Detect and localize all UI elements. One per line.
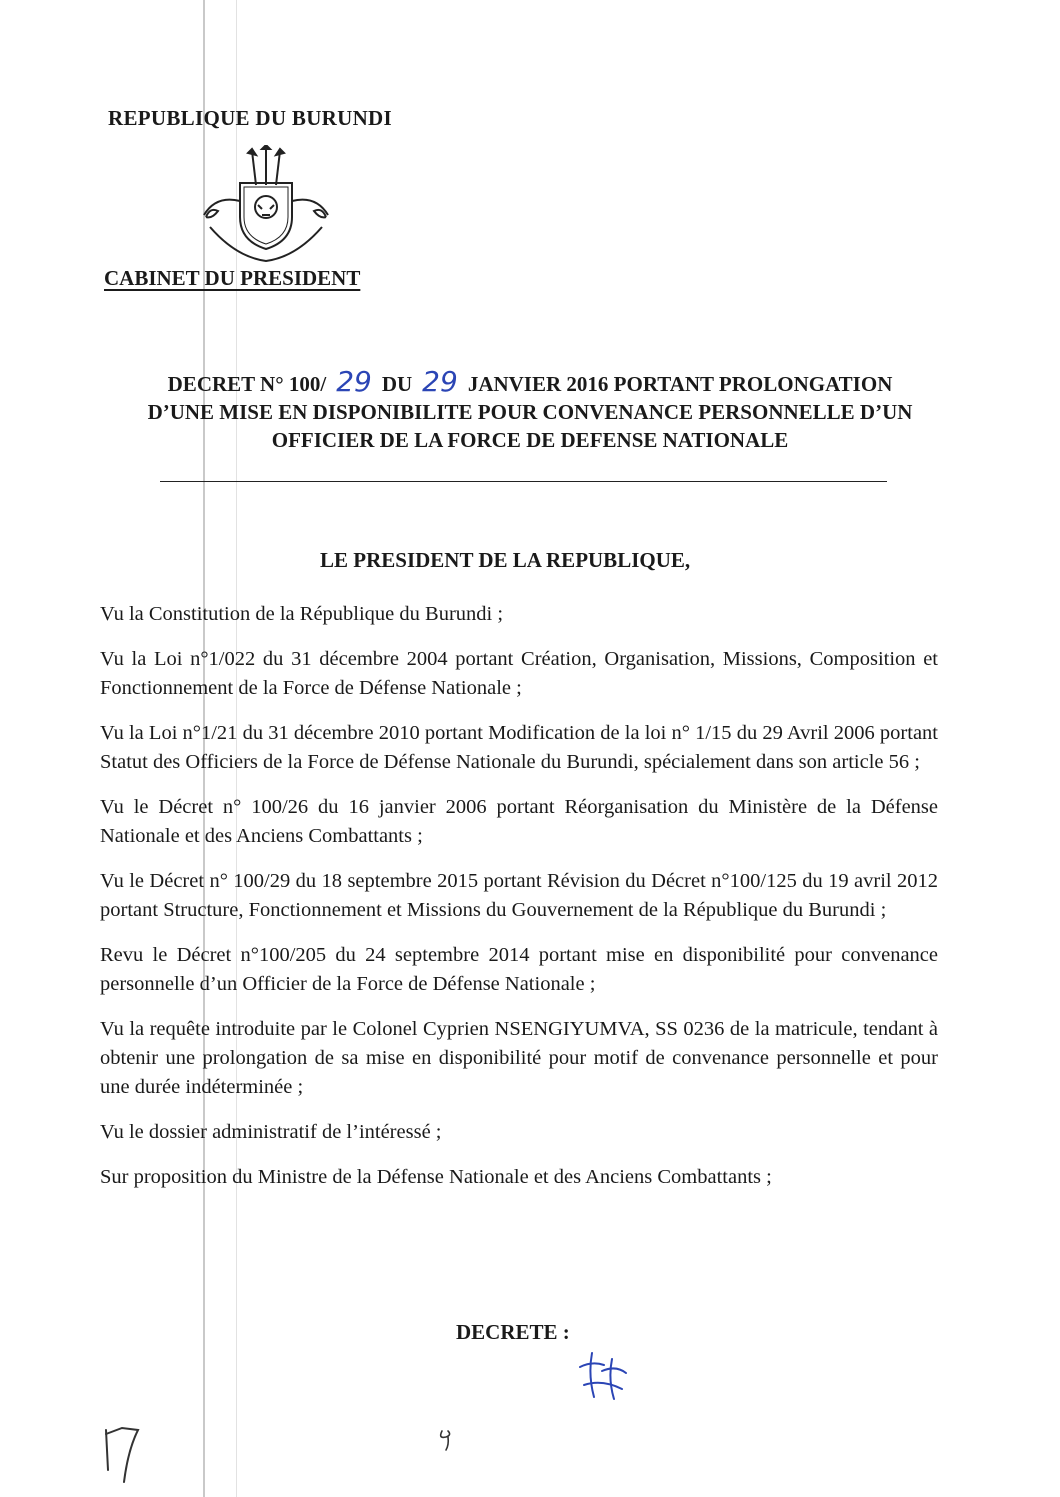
decree-title-line-2: D’UNE MISE EN DISPONIBILITE POUR CONVENANCE PERSONNELLE D’UN bbox=[147, 400, 913, 424]
visa-paragraph: Vu le dossier administratif de l’intéressé ; bbox=[100, 1121, 442, 1143]
title-divider bbox=[160, 481, 887, 482]
handwritten-decree-number: 29 bbox=[336, 365, 372, 398]
handwritten-page-mark bbox=[100, 1420, 145, 1490]
cabinet-heading: CABINET DU PRESIDENT bbox=[104, 266, 361, 290]
visa-paragraph: Vu la Constitution de la République du Burundi ; bbox=[100, 603, 504, 625]
decrete-heading: DECRETE : bbox=[456, 1320, 570, 1344]
coat-of-arms-emblem bbox=[196, 145, 336, 275]
decree-title-line-3: OFFICIER DE LA FORCE DE DEFENSE NATIONALE bbox=[271, 428, 789, 452]
title-mid: DU bbox=[381, 372, 413, 396]
visa-paragraph: Vu la Loi n°1/022 du 31 décembre 2004 portant Création, Organisation, Missions, Composition et Fonctionnement de la Force de Défense Nationale ; bbox=[100, 648, 938, 699]
republic-heading: REPUBLIQUE DU BURUNDI bbox=[108, 106, 392, 130]
handwritten-page-number-mark bbox=[436, 1427, 458, 1452]
visa-paragraph: Vu le Décret n° 100/29 du 18 septembre 2015 portant Révision du Décret n°100/125 du 19 avril 2012 portant Structure, Fonctionnement et Missions du Gouvernement de la République du Burundi ; bbox=[100, 870, 938, 921]
title-suffix: JANVIER 2016 PORTANT PROLONGATION bbox=[467, 372, 893, 396]
visa-paragraph: Vu la Loi n°1/21 du 31 décembre 2010 portant Modification de la loi n° 1/15 du 29 Avril 2006 portant Statut des Officiers de la Force de Défense Nationale du Burundi, spécialement dans son article 56 ; bbox=[100, 722, 938, 773]
handwritten-initials-signature bbox=[572, 1345, 632, 1405]
visa-paragraph: Vu la requête introduite par le Colonel Cyprien NSENGIYUMVA, SS 0236 de la matricule, tendant à obtenir une prolongation de sa mise en disponibilité pour motif de convenance personnelle et pour une durée indéterminée ; bbox=[100, 1018, 938, 1098]
president-heading: LE PRESIDENT DE LA REPUBLIQUE, bbox=[320, 548, 691, 572]
visa-paragraph: Sur proposition du Ministre de la Défense Nationale et des Anciens Combattants ; bbox=[100, 1166, 772, 1188]
visa-paragraph: Vu le Décret n° 100/26 du 16 janvier 2006 portant Réorganisation du Ministère de la Défense Nationale et des Anciens Combattants ; bbox=[100, 796, 938, 847]
decree-title bbox=[100, 365, 960, 454]
handwritten-decree-day: 29 bbox=[422, 365, 458, 398]
decree-title-line-1 bbox=[100, 365, 960, 398]
title-prefix: DECRET N° 100/ bbox=[167, 372, 327, 396]
preamble-visas bbox=[100, 600, 938, 1208]
visa-paragraph: Revu le Décret n°100/205 du 24 septembre 2014 portant mise en disponibilité pour convenance personnelle d’un Officier de la Force de Défense Nationale ; bbox=[100, 944, 938, 995]
